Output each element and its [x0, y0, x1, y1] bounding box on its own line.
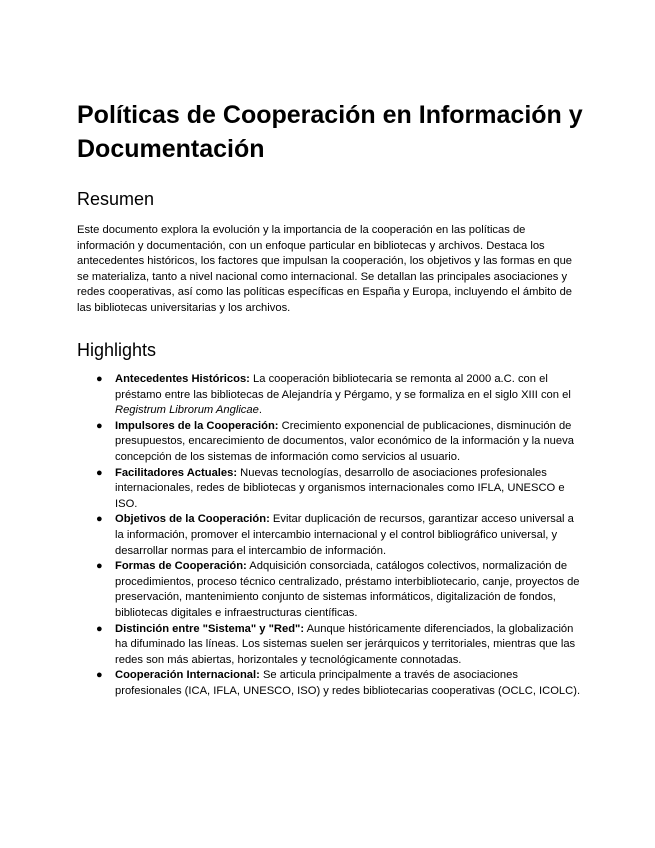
resumen-paragraph: Este documento explora la evolución y la importancia de la cooperación en las políticas de información y documentación, con un enfoque particular en bibliotecas y archivos. Destaca los antecedentes históricos, los factores que impulsan la cooperación, los objetivos y las formas en que se materializa, tanto a nivel nacional como internacional. Se detallan las principales asociaciones y redes cooperativas, así como las políticas específicas en España y Europa, incluyendo el ámbito de las bibliotecas universitarias y los archivos.: [77, 224, 573, 314]
highlight-label: Objetivos de la Cooperación:: [115, 513, 270, 526]
bullet-icon: ●: [96, 513, 103, 526]
highlight-italic: Registrum Librorum Anglicae: [115, 404, 259, 417]
highlight-text: Adquisición consorciada, catálogos colectivos, normalización de procedimientos, proceso técnico centralizado, préstamo interbibliotecario, canje, proyectos de preservación, mantenimiento conjunto de sistemas informáticos, digitalización de fondos, bibliotecas digitales e infraestructuras científicas.: [115, 560, 580, 619]
highlight-label: Cooperación Internacional:: [115, 669, 260, 682]
bullet-icon: ●: [96, 466, 103, 479]
highlight-label: Facilitadores Actuales:: [115, 466, 238, 479]
resumen-heading: Resumen: [77, 189, 155, 209]
bullet-icon: ●: [96, 560, 103, 573]
highlight-text: Nuevas tecnologías, desarrollo de asociaciones profesionales internacionales, redes de bibliotecas y organismos internacionales como IFLA, UNESCO e ISO.: [115, 466, 565, 510]
highlight-item: [77, 419, 582, 466]
bullet-icon: ●: [96, 622, 103, 635]
highlight-label: Antecedentes Históricos:: [115, 373, 250, 385]
highlight-text: Se articula principalmente a través de asociaciones profesionales (ICA, IFLA, UNESCO, ISO) y redes bibliotecarias cooperativas (OCLC, ICOLC).: [115, 669, 581, 697]
highlight-text: Crecimiento exponencial de publicaciones, disminución de presupuestos, encarecimiento de documentos, valor económico de la información y la nueva concepción de los sistemas de información como servicios al usuario.: [115, 419, 574, 463]
highlight-label: Impulsores de la Cooperación:: [115, 419, 279, 432]
highlight-item: [77, 668, 582, 699]
highlight-item: [77, 622, 582, 669]
highlights-heading: Highlights: [77, 340, 157, 360]
highlight-label: Formas de Cooperación:: [115, 560, 247, 573]
highlights-list: [77, 372, 582, 699]
highlight-label: Distinción entre "Sistema" y "Red":: [115, 622, 305, 635]
highlight-item: [77, 559, 582, 621]
highlight-text: La cooperación bibliotecaria se remonta al 2000 a.C. con el préstamo entre las bibliotecas de Alejandría y Pérgamo, y se formaliza en el siglo XIII con el: [115, 373, 571, 401]
bullet-icon: ●: [96, 419, 103, 432]
highlight-text: Aunque históricamente diferenciados, la globalización ha difuminado las líneas. Los sistemas suelen ser jerárquicos y territoriales, mientras que las redes son más abiertas, horizontales y tecnológicamente connotadas.: [115, 622, 576, 666]
highlight-item: [77, 372, 582, 419]
highlight-item: [77, 512, 582, 559]
highlight-text-end: .: [258, 404, 262, 417]
highlight-item: [77, 466, 582, 513]
document-title: Políticas de Cooperación en Información y Documentación: [77, 101, 583, 163]
bullet-icon: ●: [96, 669, 103, 682]
bullet-icon: ●: [96, 373, 103, 385]
highlight-text: Evitar duplicación de recursos, garantizar acceso universal a la información, promover el intercambio internacional y el control bibliográfico universal, y desarrollar normas para el intercambio de información.: [115, 513, 574, 557]
